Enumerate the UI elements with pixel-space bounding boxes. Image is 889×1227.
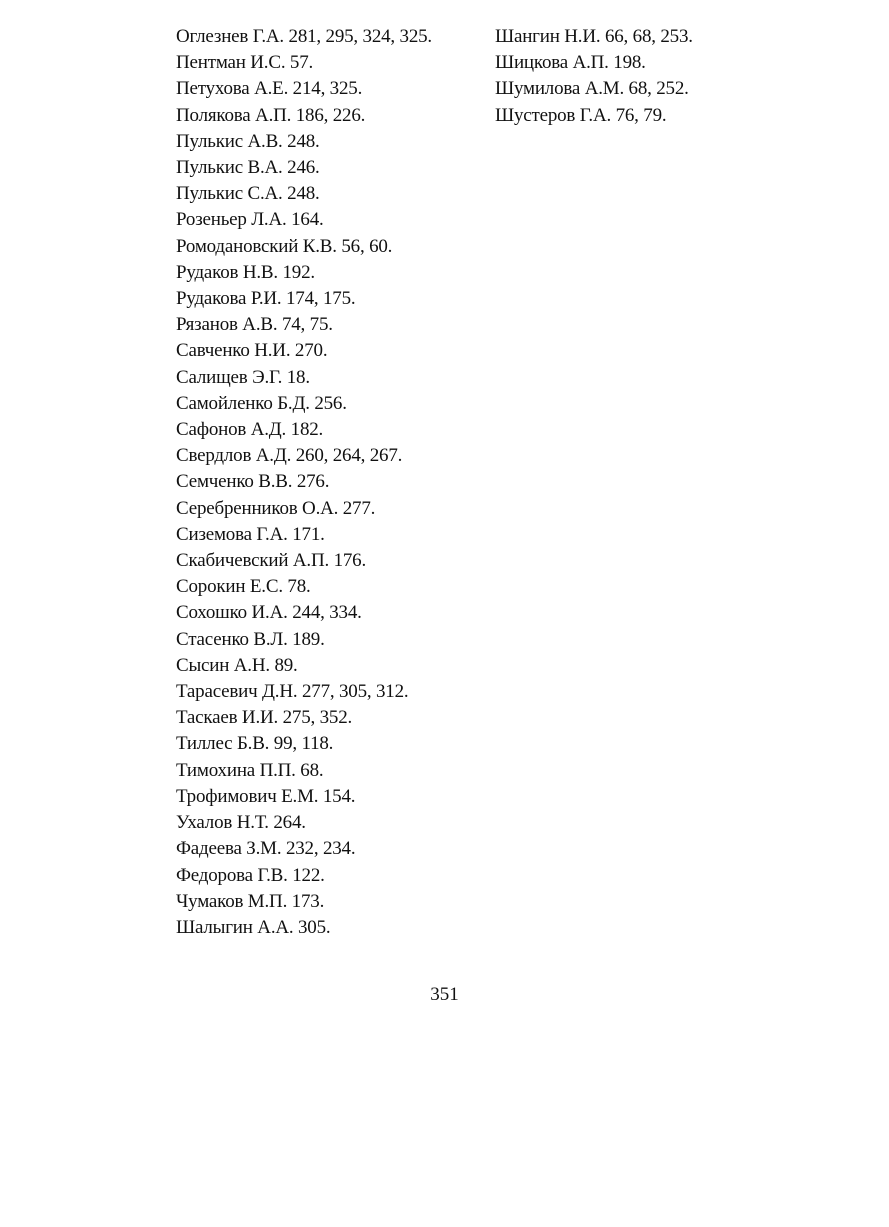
- index-entry: Розеньер Л.А. 164.: [176, 209, 324, 231]
- index-entry: Ромодановский К.В. 56, 60.: [176, 235, 393, 257]
- index-entry: Пулькис С.А. 248.: [176, 183, 320, 205]
- index-entry: Шустеров Г.А. 76, 79.: [495, 104, 667, 126]
- index-entry: Сохошко И.А. 244, 334.: [176, 602, 362, 624]
- index-entry: Полякова А.П. 186, 226.: [176, 104, 366, 126]
- index-entry: Пулькис В.А. 246.: [176, 157, 320, 179]
- index-entry: Шумилова А.М. 68, 252.: [495, 78, 689, 100]
- index-entry: Сафонов А.Д. 182.: [176, 419, 324, 441]
- index-entry: Рудаков Н.В. 192.: [176, 261, 315, 283]
- index-entry: Сиземова Г.А. 171.: [176, 523, 325, 545]
- index-entry: Самойленко Б.Д. 256.: [176, 392, 347, 414]
- index-entry: Петухова А.Е. 214, 325.: [176, 78, 363, 100]
- index-entry: Савченко Н.И. 270.: [176, 340, 328, 362]
- index-entry: Ухалов Н.Т. 264.: [176, 812, 306, 834]
- index-entry: Серебренников О.А. 277.: [176, 497, 376, 519]
- index-entry: Федорова Г.В. 122.: [176, 864, 325, 886]
- index-entry: Стасенко В.Л. 189.: [176, 628, 325, 650]
- index-entry: Сысин А.Н. 89.: [176, 654, 298, 676]
- index-entry: Рязанов А.В. 74, 75.: [176, 314, 333, 336]
- index-entry: Фадеева З.М. 232, 234.: [176, 838, 356, 860]
- index-entry: Чумаков М.П. 173.: [176, 890, 325, 912]
- index-entry: Семченко В.В. 276.: [176, 471, 330, 493]
- index-entry: Пулькис А.В. 248.: [176, 130, 320, 152]
- index-entry: Салищев Э.Г. 18.: [176, 366, 310, 388]
- index-entry: Рудакова Р.И. 174, 175.: [176, 288, 356, 310]
- index-entry: Сорокин Е.С. 78.: [176, 576, 311, 598]
- index-column-right: [495, 24, 795, 129]
- page-number: 351: [430, 984, 459, 1005]
- index-column-left: [176, 24, 476, 941]
- index-entry: Тиллес Б.В. 99, 118.: [176, 733, 334, 755]
- index-entry: Пентман И.С. 57.: [176, 52, 314, 74]
- index-entry: Скабичевский А.П. 176.: [176, 550, 367, 572]
- index-entry: Шангин Н.И. 66, 68, 253.: [495, 26, 693, 47]
- index-entry: Шалыгин А.А. 305.: [176, 916, 331, 938]
- index-entry: Шицкова А.П. 198.: [495, 52, 646, 74]
- index-entry: Тимохина П.П. 68.: [176, 759, 324, 781]
- index-entry: Трофимович Е.М. 154.: [176, 785, 356, 807]
- index-entry: Тарасевич Д.Н. 277, 305, 312.: [176, 681, 409, 703]
- index-entry: Свердлов А.Д. 260, 264, 267.: [176, 445, 403, 467]
- index-entry: Оглезнев Г.А. 281, 295, 324, 325.: [176, 26, 432, 47]
- index-entry: Таскаев И.И. 275, 352.: [176, 707, 353, 729]
